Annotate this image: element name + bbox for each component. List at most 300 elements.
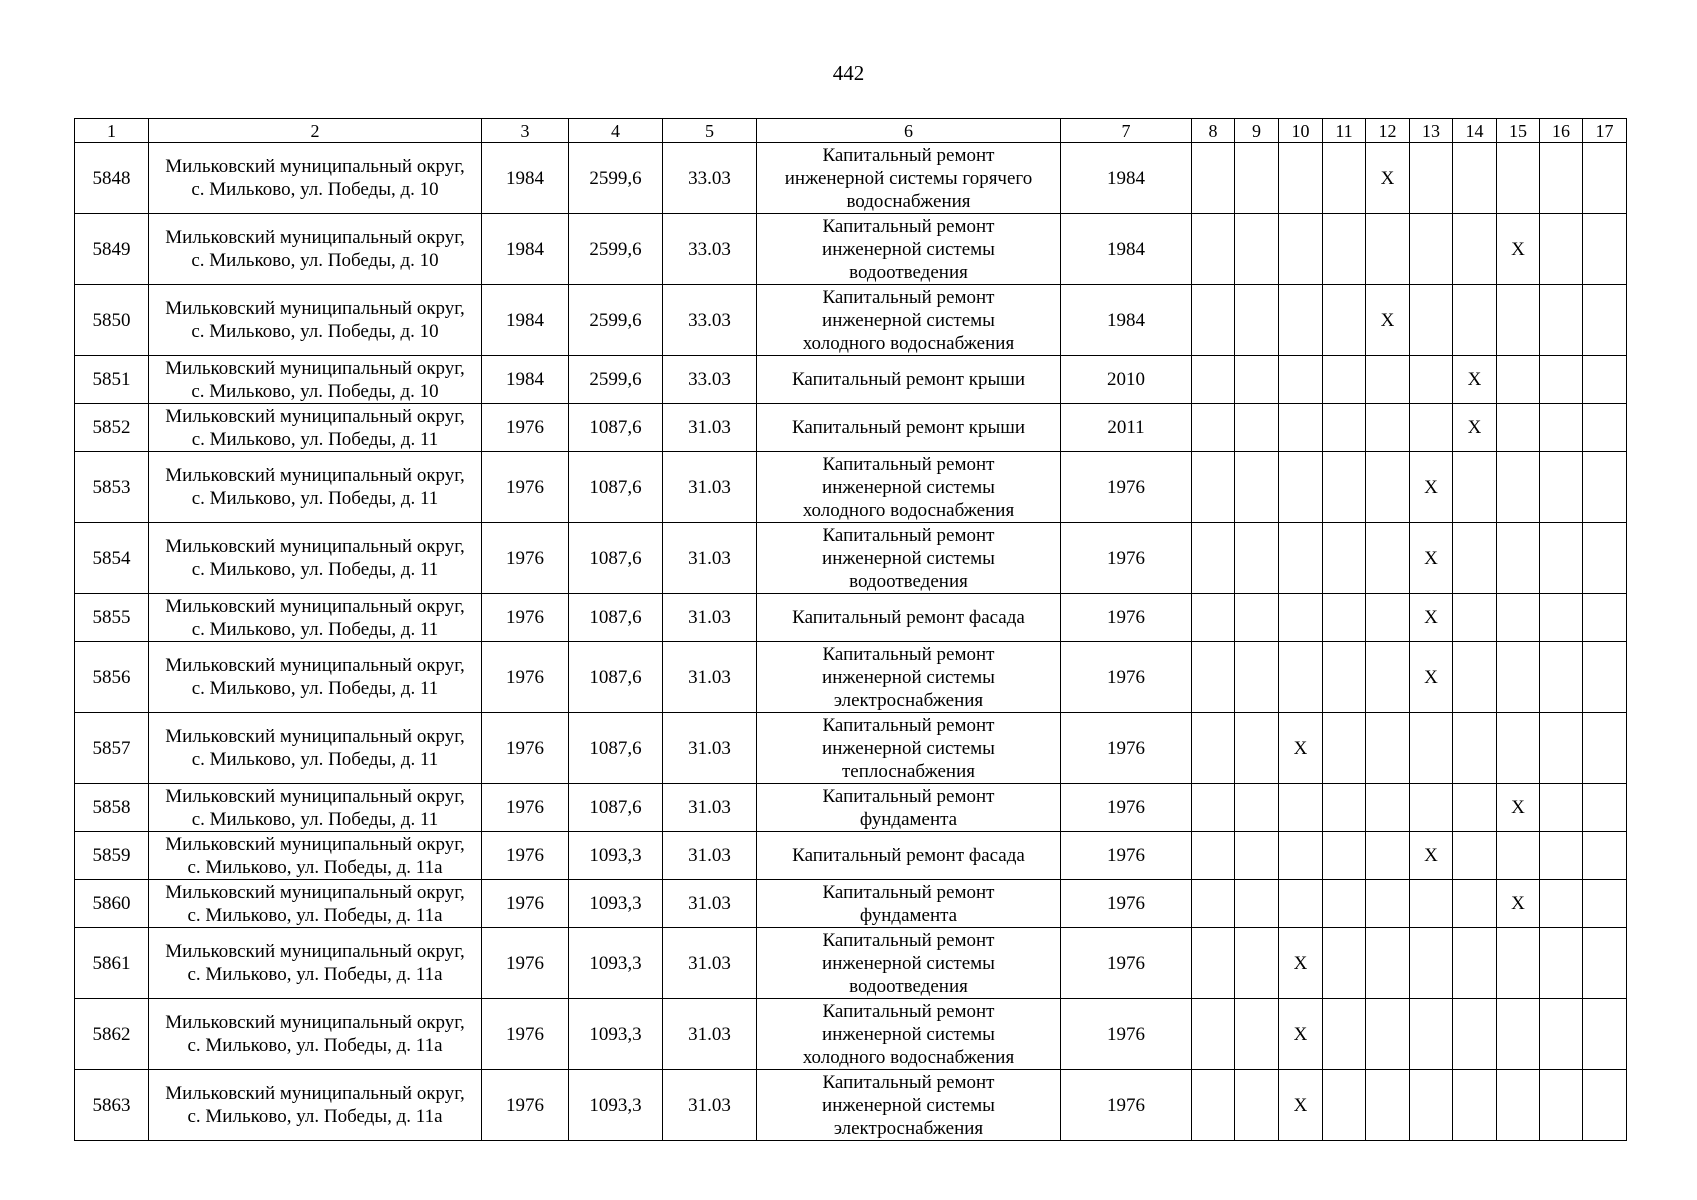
- period-year-cell: 1984: [1061, 285, 1192, 356]
- work-type-line: инженерной системы: [822, 547, 995, 569]
- column-header: 3: [482, 119, 569, 143]
- work-type-cell: [757, 452, 1061, 523]
- empty-cell: [1540, 1070, 1583, 1141]
- empty-cell: [1192, 832, 1235, 880]
- period-year-cell: 1984: [1061, 143, 1192, 214]
- work-type-line: холодного водоснабжения: [802, 1046, 1015, 1068]
- empty-cell: [1497, 404, 1540, 452]
- column-header: 12: [1366, 119, 1410, 143]
- address-line: с. Мильково, ул. Победы, д. 11а: [187, 1106, 443, 1127]
- code-cell: 31.03: [663, 523, 757, 594]
- work-type-line: Капитальный ремонт фасада: [792, 845, 1025, 866]
- work-type-cell: [757, 404, 1061, 452]
- empty-cell: [1279, 356, 1323, 404]
- empty-cell: [1323, 999, 1366, 1070]
- mark-cell: X: [1410, 452, 1453, 523]
- address-cell: [149, 1070, 482, 1141]
- row-number-cell: 5854: [75, 523, 149, 594]
- row-number-cell: 5858: [75, 784, 149, 832]
- build-year-cell: 1976: [482, 404, 569, 452]
- build-year-cell: 1976: [482, 1070, 569, 1141]
- period-year-cell: 1976: [1061, 1070, 1192, 1141]
- code-cell: 31.03: [663, 999, 757, 1070]
- empty-cell: [1453, 928, 1497, 999]
- build-year-cell: 1976: [482, 713, 569, 784]
- work-type-line: инженерной системы: [822, 666, 995, 688]
- work-type-cell: [757, 713, 1061, 784]
- mark-cell: X: [1279, 1070, 1323, 1141]
- empty-cell: [1235, 356, 1279, 404]
- build-year-cell: 1976: [482, 928, 569, 999]
- build-year-cell: 1984: [482, 214, 569, 285]
- work-type-line: фундамента: [859, 904, 958, 926]
- work-type-line: Капитальный ремонт крыши: [791, 369, 1026, 390]
- empty-cell: [1192, 713, 1235, 784]
- empty-cell: [1323, 880, 1366, 928]
- code-cell: 31.03: [663, 1070, 757, 1141]
- address-cell: [149, 143, 482, 214]
- build-year-cell: 1976: [482, 523, 569, 594]
- empty-cell: [1279, 214, 1323, 285]
- area-cell: 1087,6: [569, 642, 663, 713]
- empty-cell: [1540, 928, 1583, 999]
- empty-cell: [1366, 523, 1410, 594]
- row-number-cell: 5862: [75, 999, 149, 1070]
- mark-cell: X: [1366, 143, 1410, 214]
- area-cell: 1093,3: [569, 880, 663, 928]
- empty-cell: [1540, 594, 1583, 642]
- mark-cell: X: [1410, 642, 1453, 713]
- mark-cell: X: [1279, 999, 1323, 1070]
- work-type-cell: [757, 143, 1061, 214]
- empty-cell: [1410, 999, 1453, 1070]
- area-cell: 1087,6: [569, 404, 663, 452]
- period-year-cell: 1976: [1061, 713, 1192, 784]
- address-cell: [149, 880, 482, 928]
- code-cell: 33.03: [663, 214, 757, 285]
- column-header: 2: [149, 119, 482, 143]
- address-cell: [149, 285, 482, 356]
- empty-cell: [1410, 880, 1453, 928]
- build-year-cell: 1984: [482, 285, 569, 356]
- work-type-line: Капитальный ремонт: [822, 929, 995, 951]
- row-number-cell: 5857: [75, 713, 149, 784]
- code-cell: 33.03: [663, 143, 757, 214]
- period-year-cell: 2010: [1061, 356, 1192, 404]
- empty-cell: [1192, 880, 1235, 928]
- code-cell: 31.03: [663, 642, 757, 713]
- table-row: [75, 452, 1627, 523]
- empty-cell: [1192, 523, 1235, 594]
- empty-cell: [1453, 594, 1497, 642]
- empty-cell: [1192, 642, 1235, 713]
- area-cell: 1093,3: [569, 1070, 663, 1141]
- empty-cell: [1583, 356, 1627, 404]
- empty-cell: [1410, 285, 1453, 356]
- period-year-cell: 1976: [1061, 594, 1192, 642]
- empty-cell: [1235, 1070, 1279, 1141]
- work-type-line: инженерной системы: [822, 476, 995, 498]
- address-line: с. Мильково, ул. Победы, д. 11: [191, 808, 439, 830]
- empty-cell: [1192, 999, 1235, 1070]
- address-line: Мильковский муниципальный округ,: [165, 298, 465, 319]
- empty-cell: [1583, 713, 1627, 784]
- column-header: 11: [1323, 119, 1366, 143]
- build-year-cell: 1976: [482, 452, 569, 523]
- work-type-cell: [757, 214, 1061, 285]
- area-cell: 1087,6: [569, 713, 663, 784]
- area-cell: 2599,6: [569, 143, 663, 214]
- work-type-cell: [757, 642, 1061, 713]
- empty-cell: [1497, 143, 1540, 214]
- column-header: 14: [1453, 119, 1497, 143]
- empty-cell: [1453, 285, 1497, 356]
- work-type-cell: [757, 880, 1061, 928]
- work-type-cell: [757, 594, 1061, 642]
- row-number-cell: 5855: [75, 594, 149, 642]
- empty-cell: [1540, 452, 1583, 523]
- empty-cell: [1366, 642, 1410, 713]
- period-year-cell: 1976: [1061, 999, 1192, 1070]
- address-line: Мильковский муниципальный округ,: [165, 595, 465, 617]
- empty-cell: [1279, 784, 1323, 832]
- area-cell: 1087,6: [569, 452, 663, 523]
- table-row: [75, 214, 1627, 285]
- mark-cell: X: [1279, 713, 1323, 784]
- empty-cell: [1235, 285, 1279, 356]
- row-number-cell: 5851: [75, 356, 149, 404]
- work-type-line: Капитальный ремонт: [822, 643, 995, 665]
- table-row: [75, 784, 1627, 832]
- mark-cell: X: [1453, 356, 1497, 404]
- area-cell: 1087,6: [569, 594, 663, 642]
- work-type-line: инженерной системы: [822, 1023, 995, 1045]
- empty-cell: [1583, 143, 1627, 214]
- column-header: 17: [1583, 119, 1627, 143]
- empty-cell: [1410, 404, 1453, 452]
- empty-cell: [1192, 285, 1235, 356]
- empty-cell: [1235, 452, 1279, 523]
- code-cell: 31.03: [663, 713, 757, 784]
- row-number-cell: 5861: [75, 928, 149, 999]
- area-cell: 1093,3: [569, 832, 663, 880]
- work-type-cell: [757, 285, 1061, 356]
- address-line: Мильковский муниципальный округ,: [165, 357, 465, 379]
- work-type-line: инженерной системы: [822, 1094, 995, 1116]
- empty-cell: [1323, 928, 1366, 999]
- work-type-line: Капитальный ремонт: [822, 785, 995, 807]
- empty-cell: [1323, 285, 1366, 356]
- code-cell: 31.03: [663, 928, 757, 999]
- empty-cell: [1497, 999, 1540, 1070]
- empty-cell: [1583, 523, 1627, 594]
- row-number-cell: 5849: [75, 214, 149, 285]
- work-type-cell: [757, 523, 1061, 594]
- work-type-line: водоснабжения: [846, 190, 971, 212]
- column-header: 16: [1540, 119, 1583, 143]
- empty-cell: [1235, 784, 1279, 832]
- empty-cell: [1497, 452, 1540, 523]
- address-line: с. Мильково, ул. Победы, д. 10: [191, 321, 439, 342]
- empty-cell: [1410, 356, 1453, 404]
- work-type-cell: [757, 784, 1061, 832]
- empty-cell: [1583, 1070, 1627, 1141]
- column-header: 7: [1061, 119, 1192, 143]
- empty-cell: [1235, 999, 1279, 1070]
- empty-cell: [1323, 214, 1366, 285]
- empty-cell: [1497, 642, 1540, 713]
- table-row: [75, 1070, 1627, 1141]
- empty-cell: [1583, 214, 1627, 285]
- table-row: [75, 713, 1627, 784]
- empty-cell: [1453, 999, 1497, 1070]
- empty-cell: [1366, 713, 1410, 784]
- empty-cell: [1279, 452, 1323, 523]
- mark-cell: X: [1410, 594, 1453, 642]
- address-line: с. Мильково, ул. Победы, д. 10: [191, 380, 439, 402]
- row-number-cell: 5848: [75, 143, 149, 214]
- column-header: 4: [569, 119, 663, 143]
- work-type-line: электроснабжения: [833, 689, 984, 711]
- empty-cell: [1323, 713, 1366, 784]
- empty-cell: [1540, 214, 1583, 285]
- row-number-cell: 5852: [75, 404, 149, 452]
- empty-cell: [1192, 404, 1235, 452]
- empty-cell: [1235, 642, 1279, 713]
- empty-cell: [1323, 356, 1366, 404]
- table-row: [75, 285, 1627, 356]
- area-cell: 2599,6: [569, 285, 663, 356]
- empty-cell: [1279, 523, 1323, 594]
- work-type-line: холодного водоснабжения: [802, 332, 1015, 354]
- empty-cell: [1192, 784, 1235, 832]
- empty-cell: [1453, 1070, 1497, 1141]
- row-number-cell: 5860: [75, 880, 149, 928]
- empty-cell: [1366, 928, 1410, 999]
- area-cell: 1093,3: [569, 928, 663, 999]
- area-cell: 2599,6: [569, 214, 663, 285]
- empty-cell: [1279, 285, 1323, 356]
- address-cell: [149, 928, 482, 999]
- empty-cell: [1583, 999, 1627, 1070]
- empty-cell: [1583, 832, 1627, 880]
- empty-cell: [1366, 452, 1410, 523]
- work-type-line: электроснабжения: [833, 1117, 984, 1139]
- empty-cell: [1235, 880, 1279, 928]
- area-cell: 1087,6: [569, 523, 663, 594]
- empty-cell: [1366, 880, 1410, 928]
- empty-cell: [1410, 713, 1453, 784]
- work-type-line: инженерной системы: [822, 238, 995, 260]
- mark-cell: X: [1497, 214, 1540, 285]
- table-row: [75, 999, 1627, 1070]
- empty-cell: [1279, 594, 1323, 642]
- empty-cell: [1583, 642, 1627, 713]
- row-number-cell: 5850: [75, 285, 149, 356]
- period-year-cell: 1976: [1061, 452, 1192, 523]
- empty-cell: [1540, 784, 1583, 832]
- empty-cell: [1366, 999, 1410, 1070]
- work-type-line: Капитальный ремонт: [822, 144, 995, 166]
- address-line: Мильковский муниципальный округ,: [165, 536, 465, 557]
- row-number-cell: 5856: [75, 642, 149, 713]
- empty-cell: [1366, 594, 1410, 642]
- empty-cell: [1540, 404, 1583, 452]
- empty-cell: [1583, 594, 1627, 642]
- address-line: Мильковский муниципальный округ,: [165, 833, 465, 855]
- code-cell: 31.03: [663, 404, 757, 452]
- table-row: [75, 143, 1627, 214]
- address-line: с. Мильково, ул. Победы, д. 11а: [187, 904, 443, 926]
- work-type-line: инженерной системы: [822, 309, 995, 331]
- period-year-cell: 1984: [1061, 214, 1192, 285]
- empty-cell: [1410, 928, 1453, 999]
- empty-cell: [1497, 523, 1540, 594]
- period-year-cell: 1976: [1061, 642, 1192, 713]
- empty-cell: [1279, 880, 1323, 928]
- column-header: 15: [1497, 119, 1540, 143]
- empty-cell: [1540, 642, 1583, 713]
- address-cell: [149, 832, 482, 880]
- work-type-cell: [757, 832, 1061, 880]
- table-row: [75, 523, 1627, 594]
- empty-cell: [1192, 356, 1235, 404]
- empty-cell: [1497, 928, 1540, 999]
- address-cell: [149, 404, 482, 452]
- empty-cell: [1235, 143, 1279, 214]
- work-type-line: Капитальный ремонт: [822, 1071, 995, 1093]
- empty-cell: [1192, 594, 1235, 642]
- empty-cell: [1366, 404, 1410, 452]
- repair-register-table: [74, 118, 1627, 1141]
- empty-cell: [1279, 642, 1323, 713]
- code-cell: 31.03: [663, 594, 757, 642]
- row-number-cell: 5853: [75, 452, 149, 523]
- address-cell: [149, 356, 482, 404]
- empty-cell: [1583, 404, 1627, 452]
- work-type-cell: [757, 356, 1061, 404]
- empty-cell: [1279, 832, 1323, 880]
- address-line: с. Мильково, ул. Победы, д. 11: [191, 428, 439, 450]
- empty-cell: [1453, 523, 1497, 594]
- address-cell: [149, 452, 482, 523]
- address-line: Мильковский муниципальный округ,: [165, 405, 465, 427]
- table-row: [75, 880, 1627, 928]
- empty-cell: [1366, 356, 1410, 404]
- empty-cell: [1540, 832, 1583, 880]
- work-type-line: фундамента: [859, 808, 958, 830]
- empty-cell: [1235, 404, 1279, 452]
- address-line: Мильковский муниципальный округ,: [165, 1083, 465, 1104]
- work-type-line: инженерной системы: [822, 952, 995, 974]
- empty-cell: [1453, 832, 1497, 880]
- build-year-cell: 1976: [482, 784, 569, 832]
- address-line: Мильковский муниципальный округ,: [165, 1012, 465, 1033]
- mark-cell: X: [1453, 404, 1497, 452]
- row-number-cell: 5859: [75, 832, 149, 880]
- empty-cell: [1323, 784, 1366, 832]
- empty-cell: [1540, 356, 1583, 404]
- empty-cell: [1279, 143, 1323, 214]
- table-row: [75, 642, 1627, 713]
- empty-cell: [1366, 832, 1410, 880]
- work-type-line: Капитальный ремонт: [822, 524, 995, 546]
- empty-cell: [1366, 1070, 1410, 1141]
- period-year-cell: 1976: [1061, 832, 1192, 880]
- code-cell: 31.03: [663, 880, 757, 928]
- empty-cell: [1540, 713, 1583, 784]
- period-year-cell: 1976: [1061, 523, 1192, 594]
- mark-cell: X: [1410, 832, 1453, 880]
- empty-cell: [1497, 356, 1540, 404]
- address-cell: [149, 713, 482, 784]
- address-cell: [149, 784, 482, 832]
- empty-cell: [1235, 214, 1279, 285]
- address-line: с. Мильково, ул. Победы, д. 11: [191, 618, 439, 640]
- empty-cell: [1583, 285, 1627, 356]
- empty-cell: [1583, 452, 1627, 523]
- table-row: [75, 404, 1627, 452]
- column-header: 9: [1235, 119, 1279, 143]
- address-cell: [149, 642, 482, 713]
- empty-cell: [1279, 404, 1323, 452]
- work-type-line: Капитальный ремонт: [822, 881, 995, 903]
- address-line: с. Мильково, ул. Победы, д. 10: [191, 179, 439, 200]
- empty-cell: [1235, 594, 1279, 642]
- empty-cell: [1453, 143, 1497, 214]
- empty-cell: [1192, 214, 1235, 285]
- address-cell: [149, 214, 482, 285]
- build-year-cell: 1976: [482, 642, 569, 713]
- empty-cell: [1323, 452, 1366, 523]
- work-type-line: Капитальный ремонт фасада: [792, 607, 1025, 628]
- build-year-cell: 1976: [482, 832, 569, 880]
- header-row: [75, 119, 1627, 143]
- empty-cell: [1540, 285, 1583, 356]
- work-type-line: холодного водоснабжения: [802, 499, 1015, 521]
- mark-cell: X: [1410, 523, 1453, 594]
- empty-cell: [1235, 928, 1279, 999]
- empty-cell: [1497, 1070, 1540, 1141]
- address-line: с. Мильково, ул. Победы, д. 11а: [187, 856, 443, 878]
- table-row: [75, 832, 1627, 880]
- empty-cell: [1323, 404, 1366, 452]
- code-cell: 33.03: [663, 356, 757, 404]
- empty-cell: [1192, 928, 1235, 999]
- empty-cell: [1323, 832, 1366, 880]
- empty-cell: [1410, 214, 1453, 285]
- code-cell: 33.03: [663, 285, 757, 356]
- work-type-line: инженерной системы: [822, 737, 995, 759]
- empty-cell: [1323, 642, 1366, 713]
- address-line: с. Мильково, ул. Победы, д. 11: [191, 678, 439, 699]
- address-line: Мильковский муниципальный округ,: [165, 881, 465, 903]
- empty-cell: [1366, 784, 1410, 832]
- address-line: с. Мильково, ул. Победы, д. 11а: [187, 1035, 443, 1056]
- empty-cell: [1540, 523, 1583, 594]
- address-line: с. Мильково, ул. Победы, д. 11: [191, 559, 439, 580]
- build-year-cell: 1984: [482, 143, 569, 214]
- empty-cell: [1540, 143, 1583, 214]
- empty-cell: [1235, 832, 1279, 880]
- period-year-cell: 1976: [1061, 928, 1192, 999]
- empty-cell: [1410, 1070, 1453, 1141]
- work-type-line: Капитальный ремонт: [822, 215, 995, 237]
- address-line: с. Мильково, ул. Победы, д. 11а: [187, 964, 443, 985]
- area-cell: 1087,6: [569, 784, 663, 832]
- empty-cell: [1497, 594, 1540, 642]
- work-type-line: Капитальный ремонт: [822, 714, 995, 736]
